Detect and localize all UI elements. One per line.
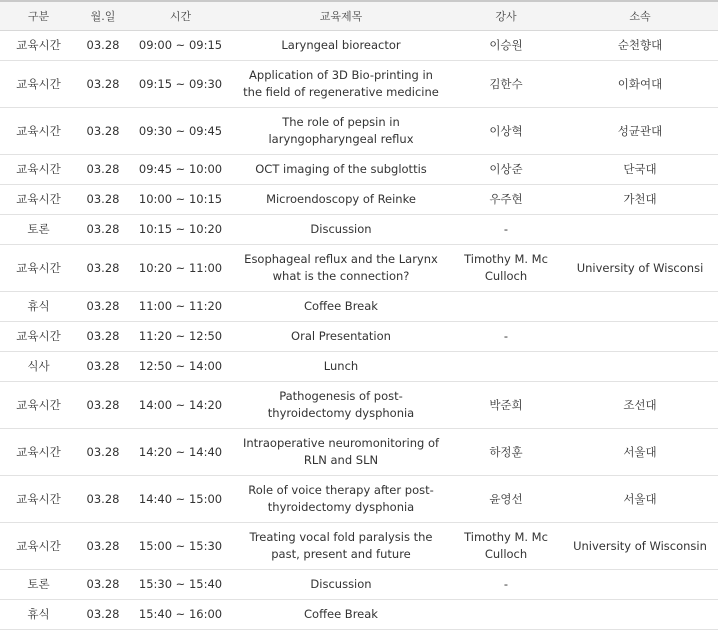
date-cell: 03.28 <box>77 185 129 215</box>
type-cell: 교육시간 <box>0 382 77 429</box>
topic-cell: Discussion <box>232 570 450 600</box>
affiliation-cell <box>562 570 718 600</box>
topic-cell: Pathogenesis of post-thyroidectomy dysphonia <box>232 382 450 429</box>
type-cell: 교육시간 <box>0 322 77 352</box>
table-row <box>0 476 718 523</box>
table-row <box>0 322 718 352</box>
header-topic: 교육제목 <box>232 1 450 31</box>
type-cell: 식사 <box>0 352 77 382</box>
time-cell: 09:00 ~ 09:15 <box>129 31 232 61</box>
type-cell: 토론 <box>0 215 77 245</box>
header-type: 구분 <box>0 1 77 31</box>
type-cell: 교육시간 <box>0 429 77 476</box>
date-cell: 03.28 <box>77 292 129 322</box>
type-cell: 휴식 <box>0 600 77 630</box>
type-cell: 교육시간 <box>0 185 77 215</box>
header-date: 월.일 <box>77 1 129 31</box>
topic-cell: Discussion <box>232 215 450 245</box>
type-cell: 토론 <box>0 570 77 600</box>
time-cell: 14:00 ~ 14:20 <box>129 382 232 429</box>
topic-cell: Role of voice therapy after post-thyroidectomy dysphonia <box>232 476 450 523</box>
table-row <box>0 292 718 322</box>
speaker-cell: 윤영선 <box>450 476 562 523</box>
time-cell: 10:00 ~ 10:15 <box>129 185 232 215</box>
speaker-cell: 하정훈 <box>450 429 562 476</box>
topic-cell: Laryngeal bioreactor <box>232 31 450 61</box>
date-cell: 03.28 <box>77 600 129 630</box>
table-row <box>0 245 718 292</box>
topic-cell: Coffee Break <box>232 292 450 322</box>
date-cell: 03.28 <box>77 215 129 245</box>
affiliation-cell: 서울대 <box>562 476 718 523</box>
time-cell: 15:40 ~ 16:00 <box>129 600 232 630</box>
date-cell: 03.28 <box>77 61 129 108</box>
time-cell: 11:00 ~ 11:20 <box>129 292 232 322</box>
speaker-cell: Timothy M. Mc Culloch <box>450 523 562 570</box>
date-cell: 03.28 <box>77 31 129 61</box>
type-cell: 교육시간 <box>0 61 77 108</box>
speaker-cell <box>450 352 562 382</box>
affiliation-cell: 가천대 <box>562 185 718 215</box>
affiliation-cell: 이화여대 <box>562 61 718 108</box>
affiliation-cell: University of Wisconsin <box>562 523 718 570</box>
type-cell: 교육시간 <box>0 31 77 61</box>
speaker-cell: 김한수 <box>450 61 562 108</box>
speaker-cell: 이상준 <box>450 155 562 185</box>
speaker-cell: 이승원 <box>450 31 562 61</box>
affiliation-cell <box>562 292 718 322</box>
type-cell: 교육시간 <box>0 245 77 292</box>
table-row <box>0 600 718 630</box>
topic-cell: Treating vocal fold paralysis the past, present and future <box>232 523 450 570</box>
table-row <box>0 382 718 429</box>
date-cell: 03.28 <box>77 570 129 600</box>
table-row <box>0 108 718 155</box>
topic-cell: Oral Presentation <box>232 322 450 352</box>
time-cell: 15:00 ~ 15:30 <box>129 523 232 570</box>
affiliation-cell <box>562 322 718 352</box>
topic-cell: OCT imaging of the subglottis <box>232 155 450 185</box>
table-row <box>0 185 718 215</box>
affiliation-cell: 단국대 <box>562 155 718 185</box>
speaker-cell: 박준희 <box>450 382 562 429</box>
time-cell: 11:20 ~ 12:50 <box>129 322 232 352</box>
table-row <box>0 61 718 108</box>
time-cell: 09:45 ~ 10:00 <box>129 155 232 185</box>
date-cell: 03.28 <box>77 476 129 523</box>
topic-cell: Application of 3D Bio-printing in the field of regenerative medicine <box>232 61 450 108</box>
speaker-cell <box>450 292 562 322</box>
table-row <box>0 523 718 570</box>
date-cell: 03.28 <box>77 108 129 155</box>
date-cell: 03.28 <box>77 523 129 570</box>
topic-cell: The role of pepsin in laryngopharyngeal reflux <box>232 108 450 155</box>
speaker-cell: 우주현 <box>450 185 562 215</box>
table-row <box>0 155 718 185</box>
table-row <box>0 429 718 476</box>
speaker-cell: 이상혁 <box>450 108 562 155</box>
affiliation-cell: 순천향대 <box>562 31 718 61</box>
type-cell: 교육시간 <box>0 155 77 185</box>
topic-cell: Intraoperative neuromonitoring of RLN and SLN <box>232 429 450 476</box>
header-speaker: 강사 <box>450 1 562 31</box>
affiliation-cell <box>562 352 718 382</box>
header-affiliation: 소속 <box>562 1 718 31</box>
type-cell: 교육시간 <box>0 523 77 570</box>
type-cell: 교육시간 <box>0 108 77 155</box>
time-cell: 09:30 ~ 09:45 <box>129 108 232 155</box>
table-row <box>0 570 718 600</box>
affiliation-cell: 서울대 <box>562 429 718 476</box>
affiliation-cell: 성균관대 <box>562 108 718 155</box>
date-cell: 03.28 <box>77 352 129 382</box>
topic-cell: Esophageal reflux and the Larynx what is the connection? <box>232 245 450 292</box>
topic-cell: Coffee Break <box>232 600 450 630</box>
affiliation-cell <box>562 600 718 630</box>
time-cell: 09:15 ~ 09:30 <box>129 61 232 108</box>
type-cell: 휴식 <box>0 292 77 322</box>
date-cell: 03.28 <box>77 245 129 292</box>
speaker-cell: - <box>450 215 562 245</box>
time-cell: 14:20 ~ 14:40 <box>129 429 232 476</box>
time-cell: 14:40 ~ 15:00 <box>129 476 232 523</box>
topic-cell: Microendoscopy of Reinke <box>232 185 450 215</box>
date-cell: 03.28 <box>77 382 129 429</box>
date-cell: 03.28 <box>77 429 129 476</box>
affiliation-cell: 조선대 <box>562 382 718 429</box>
date-cell: 03.28 <box>77 155 129 185</box>
type-cell: 교육시간 <box>0 476 77 523</box>
time-cell: 12:50 ~ 14:00 <box>129 352 232 382</box>
table-row <box>0 31 718 61</box>
topic-cell: Lunch <box>232 352 450 382</box>
time-cell: 10:15 ~ 10:20 <box>129 215 232 245</box>
affiliation-cell <box>562 215 718 245</box>
time-cell: 15:30 ~ 15:40 <box>129 570 232 600</box>
table-row <box>0 215 718 245</box>
affiliation-cell: University of Wisconsi <box>562 245 718 292</box>
table-row <box>0 352 718 382</box>
speaker-cell <box>450 600 562 630</box>
speaker-cell: - <box>450 570 562 600</box>
header-time: 시간 <box>129 1 232 31</box>
speaker-cell: Timothy M. Mc Culloch <box>450 245 562 292</box>
date-cell: 03.28 <box>77 322 129 352</box>
time-cell: 10:20 ~ 11:00 <box>129 245 232 292</box>
speaker-cell: - <box>450 322 562 352</box>
header-row <box>0 1 718 31</box>
